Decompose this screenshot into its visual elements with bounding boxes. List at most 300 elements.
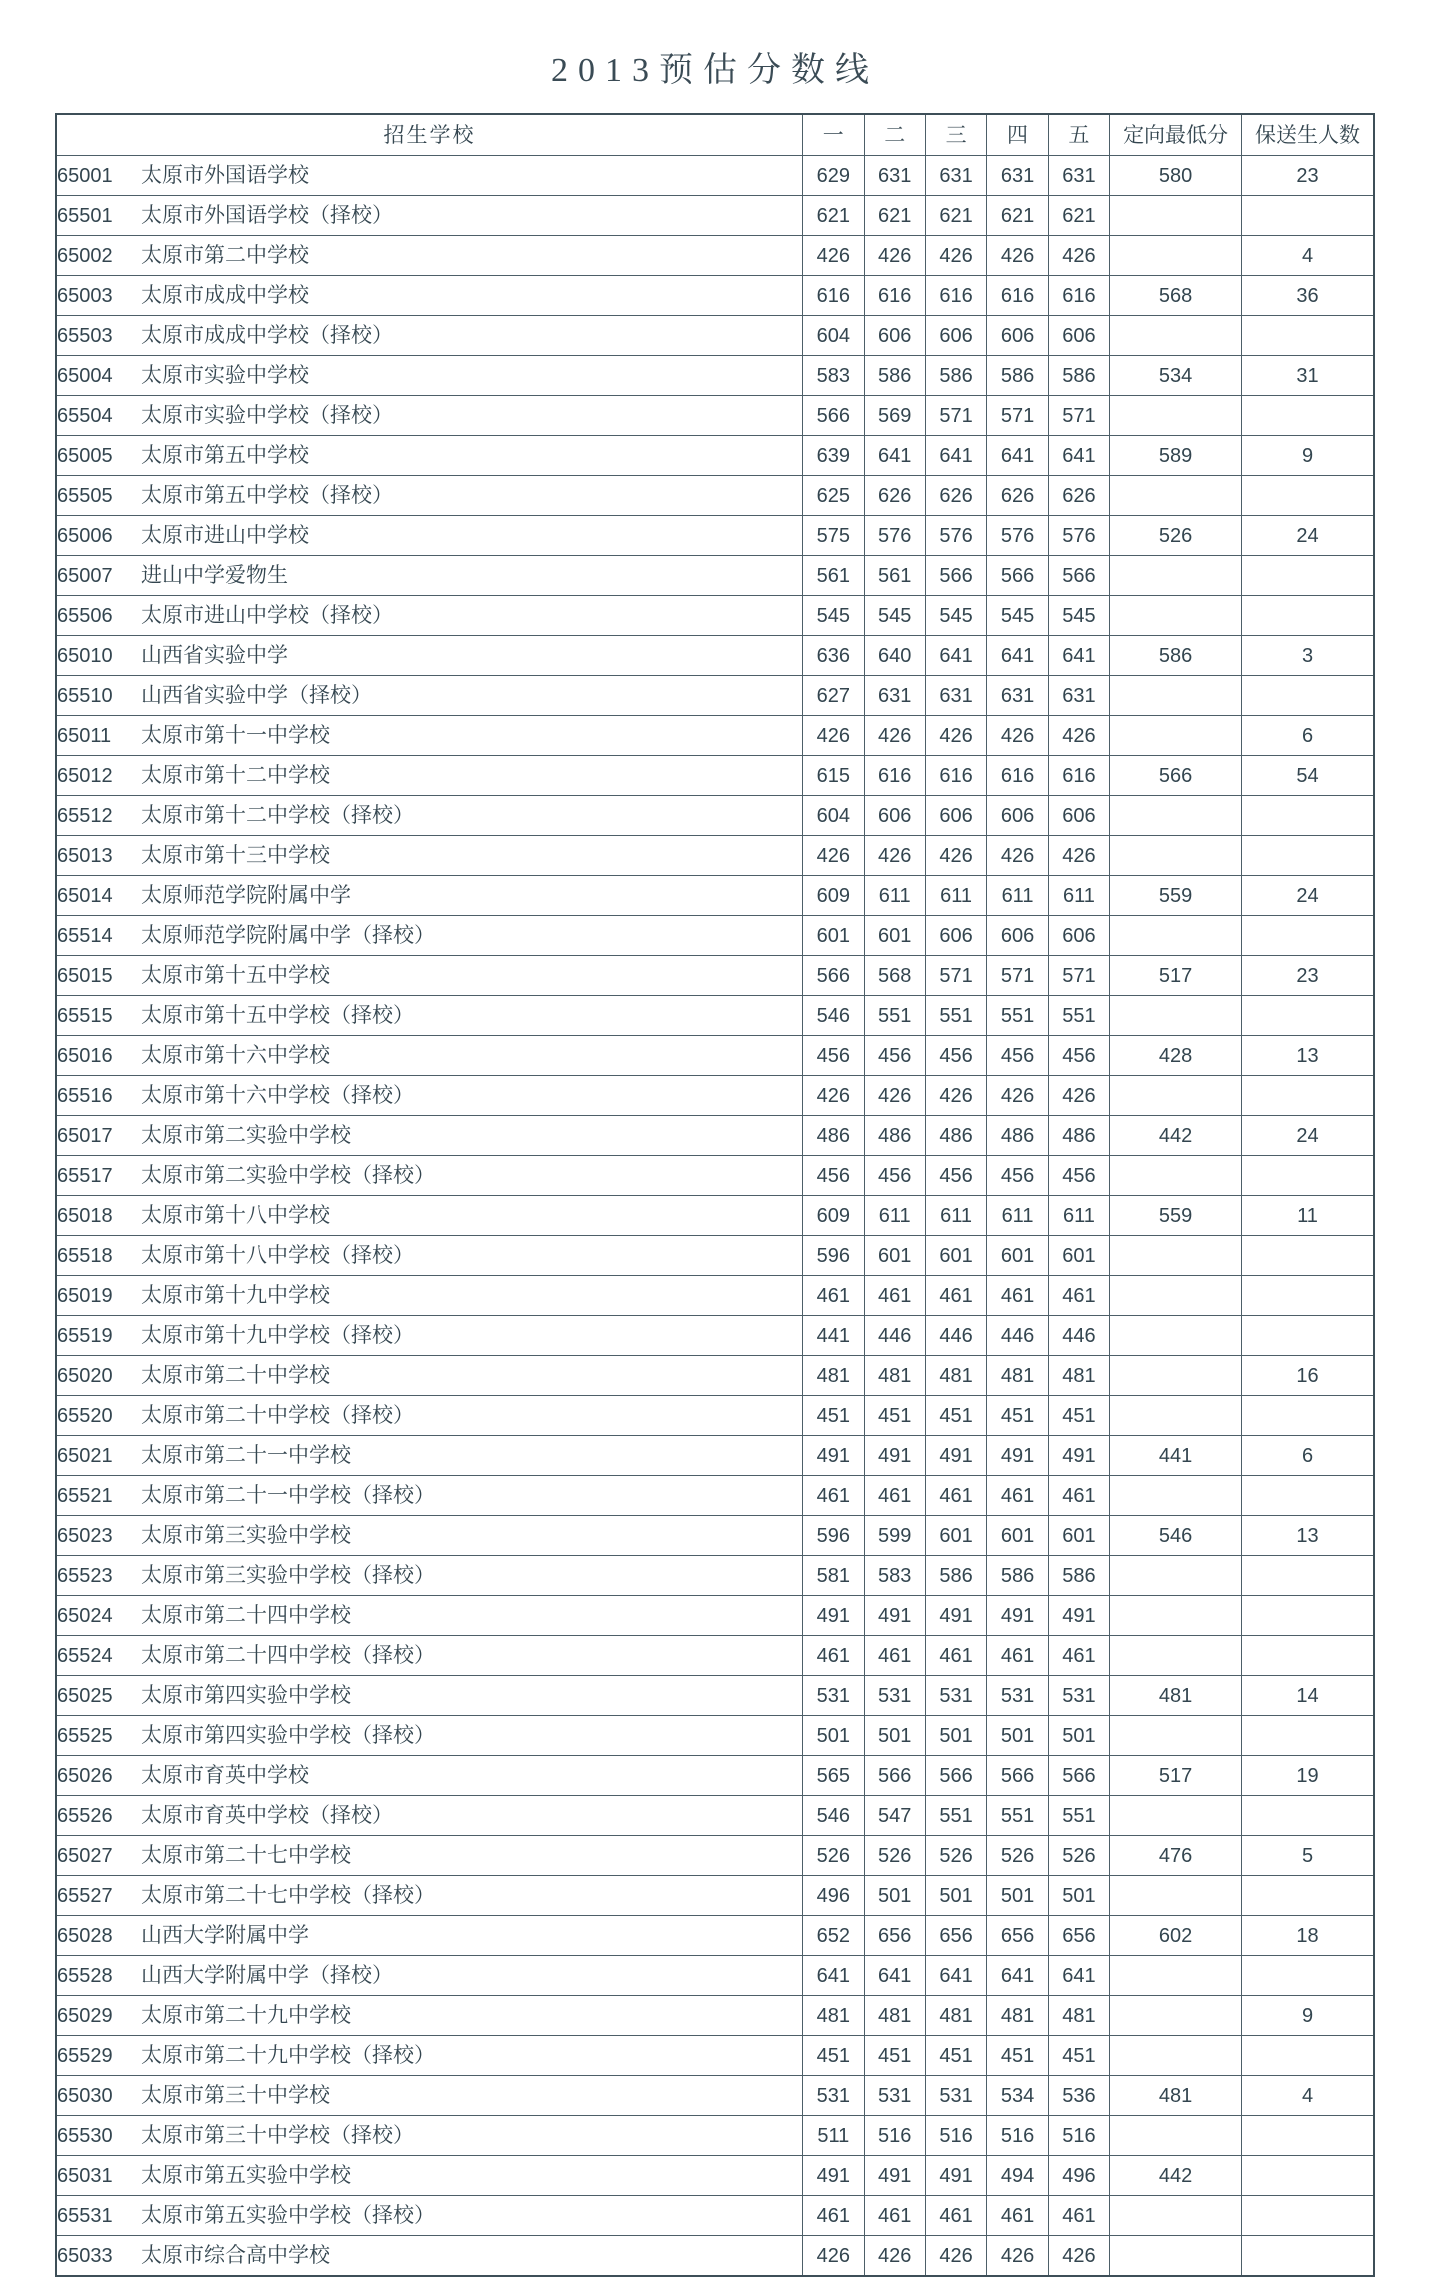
cell-score-5: 461 <box>1048 2196 1109 2236</box>
school-name: 太原市第十八中学校（择校） <box>141 1243 414 1267</box>
cell-score-1: 481 <box>803 1356 864 1396</box>
school-name: 太原市第十五中学校 <box>141 963 330 987</box>
cell-score-3: 586 <box>925 1556 986 1596</box>
cell-directed-min <box>1110 1996 1242 2036</box>
cell-score-4: 451 <box>987 2036 1048 2076</box>
table-row <box>56 196 1374 236</box>
cell-score-2: 491 <box>864 1596 925 1636</box>
cell-school <box>56 556 803 596</box>
cell-score-5: 501 <box>1048 1716 1109 1756</box>
table-row <box>56 276 1374 316</box>
table-row <box>56 156 1374 196</box>
table-row <box>56 1156 1374 1196</box>
cell-score-4: 631 <box>987 156 1048 196</box>
cell-score-1: 566 <box>803 396 864 436</box>
cell-score-4: 611 <box>987 876 1048 916</box>
cell-recommended-count: 4 <box>1242 2076 1374 2116</box>
cell-score-5: 571 <box>1048 956 1109 996</box>
cell-school <box>56 396 803 436</box>
cell-score-4: 586 <box>987 1556 1048 1596</box>
cell-score-3: 461 <box>925 1636 986 1676</box>
cell-score-1: 561 <box>803 556 864 596</box>
cell-score-1: 426 <box>803 236 864 276</box>
cell-score-3: 571 <box>925 396 986 436</box>
cell-score-4: 626 <box>987 476 1048 516</box>
cell-score-2: 531 <box>864 1676 925 1716</box>
cell-score-3: 566 <box>925 556 986 596</box>
cell-score-2: 611 <box>864 1196 925 1236</box>
school-code: 65523 <box>57 1565 113 1587</box>
cell-recommended-count <box>1242 316 1374 356</box>
school-code: 65504 <box>57 405 113 427</box>
table-row <box>56 236 1374 276</box>
cell-score-2: 641 <box>864 436 925 476</box>
school-name: 太原市第二十中学校 <box>141 1363 330 1387</box>
cell-score-2: 451 <box>864 2036 925 2076</box>
cell-score-4: 534 <box>987 2076 1048 2116</box>
school-name: 太原市第二十九中学校（择校） <box>141 2043 435 2067</box>
cell-score-4: 494 <box>987 2156 1048 2196</box>
cell-score-3: 491 <box>925 1436 986 1476</box>
table-row <box>56 1036 1374 1076</box>
school-name: 太原市第十五中学校（择校） <box>141 1003 414 1027</box>
cell-score-1: 615 <box>803 756 864 796</box>
cell-directed-min: 568 <box>1110 276 1242 316</box>
cell-score-4: 656 <box>987 1916 1048 1956</box>
column-header-directed-min: 定向最低分 <box>1110 114 1242 156</box>
cell-score-2: 461 <box>864 1636 925 1676</box>
table-row <box>56 1436 1374 1476</box>
school-name: 太原市育英中学校 <box>141 1763 309 1787</box>
school-code: 65531 <box>57 2205 113 2227</box>
school-name: 太原市第五实验中学校 <box>141 2163 351 2187</box>
table-row <box>56 1196 1374 1236</box>
table-row <box>56 2236 1374 2277</box>
cell-recommended-count <box>1242 1956 1374 1996</box>
cell-score-1: 426 <box>803 1076 864 1116</box>
cell-score-1: 641 <box>803 1956 864 1996</box>
table-row <box>56 556 1374 596</box>
cell-directed-min <box>1110 2196 1242 2236</box>
cell-directed-min: 534 <box>1110 356 1242 396</box>
cell-score-5: 631 <box>1048 676 1109 716</box>
cell-score-4: 451 <box>987 1396 1048 1436</box>
school-code: 65026 <box>57 1765 113 1787</box>
cell-recommended-count: 31 <box>1242 356 1374 396</box>
school-name: 太原市实验中学校 <box>141 363 309 387</box>
school-code: 65020 <box>57 1365 113 1387</box>
table-row <box>56 516 1374 556</box>
cell-recommended-count <box>1242 676 1374 716</box>
cell-score-1: 426 <box>803 716 864 756</box>
table-row <box>56 1956 1374 1996</box>
school-name: 太原市第三实验中学校 <box>141 1523 351 1547</box>
cell-school <box>56 1476 803 1516</box>
cell-score-3: 456 <box>925 1156 986 1196</box>
school-code: 65512 <box>57 805 113 827</box>
cell-score-4: 526 <box>987 1836 1048 1876</box>
cell-score-3: 656 <box>925 1916 986 1956</box>
cell-score-3: 426 <box>925 2236 986 2277</box>
school-name: 太原市第二十四中学校 <box>141 1603 351 1627</box>
cell-score-4: 621 <box>987 196 1048 236</box>
school-name: 太原市第二实验中学校 <box>141 1123 351 1147</box>
cell-score-2: 426 <box>864 836 925 876</box>
school-code: 65517 <box>57 1165 113 1187</box>
cell-directed-min: 589 <box>1110 436 1242 476</box>
table-row <box>56 1516 1374 1556</box>
cell-score-2: 426 <box>864 716 925 756</box>
cell-recommended-count: 6 <box>1242 1436 1374 1476</box>
cell-score-3: 606 <box>925 316 986 356</box>
cell-directed-min: 441 <box>1110 1436 1242 1476</box>
table-row <box>56 396 1374 436</box>
cell-score-2: 461 <box>864 2196 925 2236</box>
cell-score-2: 545 <box>864 596 925 636</box>
cell-score-1: 461 <box>803 1476 864 1516</box>
cell-score-2: 631 <box>864 156 925 196</box>
school-name: 太原市第五中学校 <box>141 443 309 467</box>
cell-score-4: 481 <box>987 1996 1048 2036</box>
cell-recommended-count <box>1242 2236 1374 2277</box>
cell-school <box>56 1556 803 1596</box>
cell-score-3: 616 <box>925 276 986 316</box>
table-row <box>56 1716 1374 1756</box>
cell-score-4: 491 <box>987 1596 1048 1636</box>
table-row <box>56 316 1374 356</box>
cell-score-4: 501 <box>987 1716 1048 1756</box>
table-row <box>56 676 1374 716</box>
cell-school <box>56 1636 803 1676</box>
table-row <box>56 876 1374 916</box>
cell-score-4: 481 <box>987 1356 1048 1396</box>
table-row <box>56 1756 1374 1796</box>
cell-directed-min: 481 <box>1110 2076 1242 2116</box>
cell-score-2: 606 <box>864 796 925 836</box>
cell-score-2: 601 <box>864 1236 925 1276</box>
cell-score-5: 586 <box>1048 356 1109 396</box>
school-code: 65529 <box>57 2045 113 2067</box>
cell-score-1: 486 <box>803 1116 864 1156</box>
cell-recommended-count <box>1242 1316 1374 1356</box>
school-code: 65030 <box>57 2085 113 2107</box>
school-code: 65025 <box>57 1685 113 1707</box>
cell-recommended-count <box>1242 1476 1374 1516</box>
cell-directed-min <box>1110 1396 1242 1436</box>
cell-score-4: 426 <box>987 1076 1048 1116</box>
school-code: 65506 <box>57 605 113 627</box>
table-row <box>56 1076 1374 1116</box>
cell-score-1: 609 <box>803 1196 864 1236</box>
cell-recommended-count <box>1242 2116 1374 2156</box>
cell-score-4: 426 <box>987 836 1048 876</box>
cell-score-4: 566 <box>987 1756 1048 1796</box>
school-code: 65019 <box>57 1285 113 1307</box>
cell-score-2: 486 <box>864 1116 925 1156</box>
cell-score-3: 551 <box>925 1796 986 1836</box>
cell-score-4: 571 <box>987 396 1048 436</box>
cell-score-5: 571 <box>1048 396 1109 436</box>
cell-score-2: 501 <box>864 1876 925 1916</box>
cell-directed-min <box>1110 836 1242 876</box>
cell-score-2: 461 <box>864 1476 925 1516</box>
cell-score-1: 639 <box>803 436 864 476</box>
table-row <box>56 356 1374 396</box>
table-row <box>56 836 1374 876</box>
table-row <box>56 476 1374 516</box>
cell-score-5: 611 <box>1048 876 1109 916</box>
school-name: 太原市综合高中学校 <box>141 2243 330 2267</box>
table-row <box>56 1236 1374 1276</box>
cell-score-1: 496 <box>803 1876 864 1916</box>
school-name: 太原市第十六中学校（择校） <box>141 1083 414 1107</box>
cell-school <box>56 196 803 236</box>
cell-school <box>56 1156 803 1196</box>
school-name: 太原市第四实验中学校（择校） <box>141 1723 435 1747</box>
cell-score-2: 583 <box>864 1556 925 1596</box>
cell-score-5: 641 <box>1048 436 1109 476</box>
cell-score-1: 652 <box>803 1916 864 1956</box>
cell-score-2: 547 <box>864 1796 925 1836</box>
school-name: 太原市第二实验中学校（择校） <box>141 1163 435 1187</box>
cell-score-1: 609 <box>803 876 864 916</box>
cell-score-5: 456 <box>1048 1036 1109 1076</box>
cell-score-5: 626 <box>1048 476 1109 516</box>
school-name: 太原市第十九中学校 <box>141 1283 330 1307</box>
cell-recommended-count <box>1242 2036 1374 2076</box>
cell-recommended-count: 54 <box>1242 756 1374 796</box>
cell-score-1: 604 <box>803 316 864 356</box>
cell-score-5: 631 <box>1048 156 1109 196</box>
school-name: 太原市进山中学校（择校） <box>141 603 393 627</box>
cell-score-4: 586 <box>987 356 1048 396</box>
cell-score-2: 561 <box>864 556 925 596</box>
school-code: 65027 <box>57 1845 113 1867</box>
school-name: 太原市第三实验中学校（择校） <box>141 1563 435 1587</box>
cell-score-3: 501 <box>925 1716 986 1756</box>
school-code: 65527 <box>57 1885 113 1907</box>
school-code: 65013 <box>57 845 113 867</box>
table-row <box>56 596 1374 636</box>
school-name: 太原市第二十七中学校 <box>141 1843 351 1867</box>
school-name: 山西大学附属中学（择校） <box>141 1963 393 1987</box>
school-name: 太原市第二十七中学校（择校） <box>141 1883 435 1907</box>
cell-score-2: 606 <box>864 316 925 356</box>
cell-recommended-count: 19 <box>1242 1756 1374 1796</box>
cell-recommended-count <box>1242 196 1374 236</box>
cell-recommended-count: 16 <box>1242 1356 1374 1396</box>
cell-recommended-count <box>1242 836 1374 876</box>
cell-score-1: 451 <box>803 1396 864 1436</box>
cell-directed-min: 559 <box>1110 1196 1242 1236</box>
school-name: 太原市第十九中学校（择校） <box>141 1323 414 1347</box>
school-code: 65005 <box>57 445 113 467</box>
cell-score-2: 569 <box>864 396 925 436</box>
table-row <box>56 1356 1374 1396</box>
cell-directed-min: 481 <box>1110 1676 1242 1716</box>
cell-directed-min <box>1110 916 1242 956</box>
cell-recommended-count <box>1242 916 1374 956</box>
table-row <box>56 1676 1374 1716</box>
cell-score-3: 486 <box>925 1116 986 1156</box>
cell-score-1: 451 <box>803 2036 864 2076</box>
cell-school <box>56 956 803 996</box>
school-name: 太原市第十二中学校 <box>141 763 330 787</box>
school-name: 太原市第十二中学校（择校） <box>141 803 414 827</box>
table-row <box>56 1476 1374 1516</box>
cell-score-2: 566 <box>864 1756 925 1796</box>
cell-directed-min <box>1110 716 1242 756</box>
cell-score-5: 606 <box>1048 316 1109 356</box>
school-name: 太原市第三十中学校（择校） <box>141 2123 414 2147</box>
cell-score-1: 426 <box>803 2236 864 2277</box>
cell-score-5: 461 <box>1048 1636 1109 1676</box>
cell-score-1: 531 <box>803 1676 864 1716</box>
school-code: 65029 <box>57 2005 113 2027</box>
cell-recommended-count <box>1242 596 1374 636</box>
cell-school <box>56 1356 803 1396</box>
cell-directed-min: 517 <box>1110 956 1242 996</box>
cell-score-5: 496 <box>1048 2156 1109 2196</box>
cell-score-2: 568 <box>864 956 925 996</box>
cell-school <box>56 356 803 396</box>
cell-recommended-count: 24 <box>1242 516 1374 556</box>
school-code: 65004 <box>57 365 113 387</box>
cell-score-3: 446 <box>925 1316 986 1356</box>
cell-directed-min <box>1110 196 1242 236</box>
cell-score-4: 486 <box>987 1116 1048 1156</box>
school-name: 太原市第三十中学校 <box>141 2083 330 2107</box>
cell-score-2: 531 <box>864 2076 925 2116</box>
cell-school <box>56 1116 803 1156</box>
cell-score-1: 441 <box>803 1316 864 1356</box>
cell-score-4: 491 <box>987 1436 1048 1476</box>
cell-score-5: 461 <box>1048 1276 1109 1316</box>
cell-score-2: 641 <box>864 1956 925 1996</box>
cell-score-4: 606 <box>987 916 1048 956</box>
cell-score-5: 606 <box>1048 796 1109 836</box>
cell-score-3: 516 <box>925 2116 986 2156</box>
cell-score-3: 461 <box>925 1276 986 1316</box>
cell-score-4: 545 <box>987 596 1048 636</box>
school-name: 太原师范学院附属中学（择校） <box>141 923 435 947</box>
cell-directed-min <box>1110 1156 1242 1196</box>
cell-score-4: 426 <box>987 716 1048 756</box>
cell-school <box>56 716 803 756</box>
cell-score-1: 526 <box>803 1836 864 1876</box>
school-name: 太原市进山中学校 <box>141 523 309 547</box>
cell-score-3: 631 <box>925 676 986 716</box>
cell-recommended-count: 6 <box>1242 716 1374 756</box>
cell-score-5: 545 <box>1048 596 1109 636</box>
cell-recommended-count <box>1242 2156 1374 2196</box>
cell-score-1: 481 <box>803 1996 864 2036</box>
cell-score-1: 546 <box>803 996 864 1036</box>
cell-score-1: 627 <box>803 676 864 716</box>
table-row <box>56 2076 1374 2116</box>
cell-score-5: 456 <box>1048 1156 1109 1196</box>
school-name: 太原市第四实验中学校 <box>141 1683 351 1707</box>
cell-recommended-count: 9 <box>1242 436 1374 476</box>
cell-score-2: 426 <box>864 1076 925 1116</box>
cell-score-1: 625 <box>803 476 864 516</box>
cell-score-3: 621 <box>925 196 986 236</box>
cell-recommended-count <box>1242 476 1374 516</box>
cell-score-2: 491 <box>864 2156 925 2196</box>
table-row <box>56 716 1374 756</box>
cell-directed-min <box>1110 1236 1242 1276</box>
cell-score-2: 611 <box>864 876 925 916</box>
cell-recommended-count <box>1242 556 1374 596</box>
cell-recommended-count: 4 <box>1242 236 1374 276</box>
cell-school <box>56 1396 803 1436</box>
cell-score-5: 641 <box>1048 636 1109 676</box>
cell-recommended-count <box>1242 396 1374 436</box>
cell-score-1: 491 <box>803 1596 864 1636</box>
cell-score-3: 426 <box>925 716 986 756</box>
cell-score-5: 566 <box>1048 556 1109 596</box>
cell-score-4: 641 <box>987 636 1048 676</box>
school-name: 太原市外国语学校（择校） <box>141 203 393 227</box>
table-header-row <box>56 114 1374 156</box>
cell-score-5: 536 <box>1048 2076 1109 2116</box>
table-header <box>56 114 1374 156</box>
cell-directed-min <box>1110 316 1242 356</box>
cell-recommended-count: 9 <box>1242 1996 1374 2036</box>
column-header-school: 招生学校 <box>56 114 803 156</box>
cell-directed-min <box>1110 396 1242 436</box>
cell-score-4: 461 <box>987 1636 1048 1676</box>
school-name: 太原市育英中学校（择校） <box>141 1803 393 1827</box>
cell-school <box>56 2116 803 2156</box>
cell-school <box>56 436 803 476</box>
cell-score-3: 545 <box>925 596 986 636</box>
cell-school <box>56 596 803 636</box>
school-name: 太原市第十三中学校 <box>141 843 330 867</box>
cell-score-5: 616 <box>1048 276 1109 316</box>
cell-score-5: 526 <box>1048 1836 1109 1876</box>
cell-score-4: 576 <box>987 516 1048 556</box>
cell-school <box>56 1956 803 1996</box>
cell-directed-min <box>1110 1876 1242 1916</box>
cell-score-3: 451 <box>925 2036 986 2076</box>
cell-school <box>56 156 803 196</box>
school-name: 山西大学附属中学 <box>141 1923 309 1947</box>
cell-score-3: 576 <box>925 516 986 556</box>
cell-school <box>56 1196 803 1236</box>
cell-score-1: 581 <box>803 1556 864 1596</box>
school-name: 山西省实验中学 <box>141 643 288 667</box>
cell-score-5: 616 <box>1048 756 1109 796</box>
cell-recommended-count: 23 <box>1242 956 1374 996</box>
cell-score-1: 545 <box>803 596 864 636</box>
cell-recommended-count <box>1242 1796 1374 1836</box>
cell-score-3: 551 <box>925 996 986 1036</box>
school-name: 进山中学爱物生 <box>141 563 288 587</box>
cell-school <box>56 516 803 556</box>
school-name: 太原市成成中学校（择校） <box>141 323 393 347</box>
cell-school <box>56 476 803 516</box>
cell-school <box>56 916 803 956</box>
table-row <box>56 436 1374 476</box>
school-name: 太原市成成中学校 <box>141 283 309 307</box>
school-code: 65526 <box>57 1805 113 1827</box>
cell-score-4: 601 <box>987 1236 1048 1276</box>
table-row <box>56 2196 1374 2236</box>
cell-score-2: 451 <box>864 1396 925 1436</box>
school-code: 65514 <box>57 925 113 947</box>
school-code: 65002 <box>57 245 113 267</box>
